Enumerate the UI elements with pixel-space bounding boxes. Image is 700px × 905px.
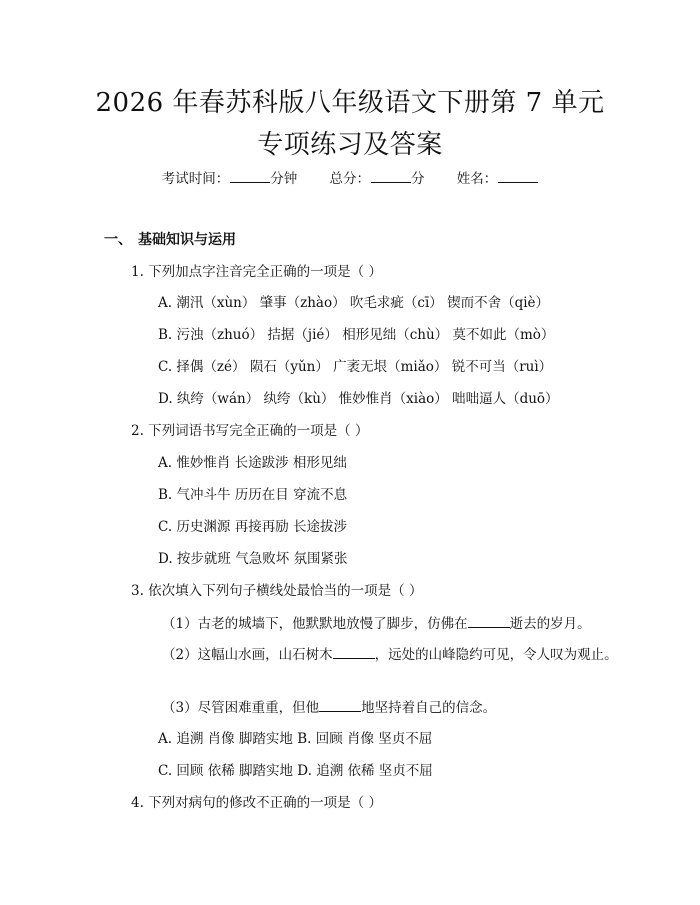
section-heading: [104, 230, 236, 250]
total-score-unit: 分: [411, 171, 425, 187]
question-2-option-d: D. 按步就班 气急败坏 氛围紧张: [158, 551, 348, 567]
question-3-options-cd: C. 回顾 依稀 脚踏实地 D. 追溯 依稀 坚贞不屈: [158, 763, 433, 779]
answer-blank: [468, 613, 510, 628]
total-score: [330, 168, 425, 189]
total-score-label: 总分：: [329, 171, 370, 187]
answer-blank: [319, 697, 361, 712]
student-name: [457, 168, 539, 189]
question-2-option-b: B. 气冲斗牛 历历在目 穿流不息: [158, 487, 348, 503]
student-name-blank: [498, 168, 538, 183]
sentence-3-part-b: 地坚持着自己的信念。: [361, 700, 497, 716]
sentence-1-part-b: 逝去的岁月。: [509, 616, 591, 632]
question-1-option-c: C. 择偶（zé） 陨石（yǔn） 广袤无垠（miǎo） 锐不可当（ruì）: [158, 359, 553, 375]
section-number: 一、: [104, 232, 132, 248]
question-3-sentence-1: [162, 613, 591, 634]
sentence-3-part-a: （3）尽管困难重重，但他: [162, 700, 320, 716]
exam-time-label: 考试时间：: [161, 171, 230, 187]
exam-time-unit: 分钟: [270, 171, 298, 187]
question-3-options-ab: A. 追溯 肖像 脚踏实地 B. 回顾 肖像 坚贞不屈: [158, 731, 433, 747]
question-4-stem: 4. 下列对病句的修改不正确的一项是（ ）: [131, 795, 382, 811]
question-2-stem: 2. 下列词语书写完全正确的一项是（ ）: [131, 423, 369, 439]
question-2-option-a: A. 惟妙惟肖 长途跋涉 相形见绌: [158, 455, 347, 471]
total-score-blank: [371, 168, 411, 183]
exam-time-blank: [230, 168, 270, 183]
sentence-2-part-b: ，远处的山峰隐约可见，令人叹为观止。: [374, 647, 618, 663]
question-1-option-d: D. 纨绔（wán） 纨绔（kù） 惟妙惟肖（xiào） 咄咄逼人（duō）: [158, 391, 559, 407]
question-1-option-b: B. 污浊（zhuó） 拮据（jié） 相形见绌（chù） 莫不如此（mò）: [158, 327, 555, 343]
exam-meta: [0, 168, 700, 189]
question-3-sentence-2: [104, 643, 619, 668]
question-1-stem: 1. 下列加点字注音完全正确的一项是（ ）: [131, 264, 382, 280]
student-name-label: 姓名：: [456, 171, 498, 187]
question-3-sentence-3: [162, 697, 496, 718]
document-title: 2026 年春苏科版八年级语文下册第 7 单元专项练习及答案: [95, 88, 605, 160]
question-1-option-a: A. 潮汛（xùn） 肇事（zhào） 吹毛求疵（cī） 锲而不舍（qiè）: [158, 295, 550, 311]
question-2-option-c: C. 历史渊源 再接再励 长途拔涉: [158, 519, 348, 535]
exam-time: [162, 168, 298, 189]
sentence-2-part-a: （2）这幅山水画，山石树木: [162, 647, 333, 663]
section-title: 基础知识与运用: [138, 232, 236, 248]
sentence-1-part-a: （1）古老的城墙下，他默默地放慢了脚步，仿佛在: [162, 616, 468, 632]
question-3-stem: 3. 依次填入下列句子横线处最恰当的一项是（ ）: [131, 583, 423, 599]
answer-blank: [333, 644, 375, 659]
